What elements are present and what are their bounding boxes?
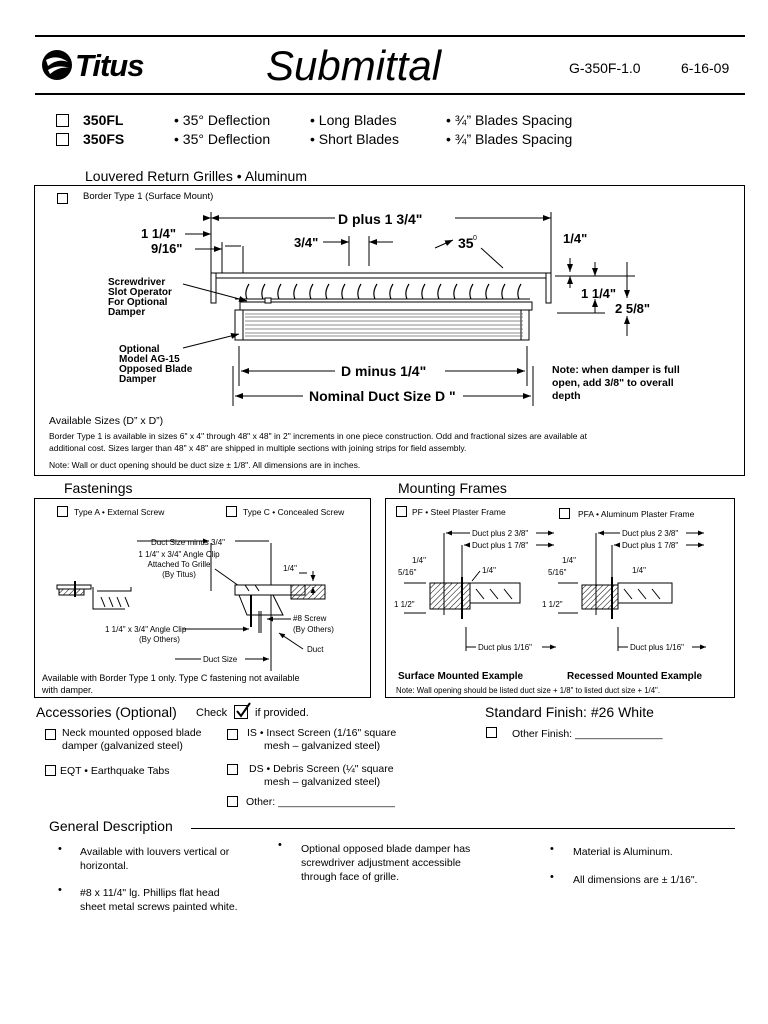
dim-d-plus: D plus 1 3/4" — [338, 211, 423, 227]
bullet-icon: • — [550, 871, 554, 883]
mounting-note: Note: Wall opening should be listed duct size + 1/8" to listed duct size + 1/4". — [396, 686, 660, 695]
checkbox-type-c[interactable] — [226, 506, 237, 517]
bullet-icon: • — [278, 839, 282, 851]
section-title: Louvered Return Grilles • Aluminum — [85, 168, 307, 184]
mounting-drawing — [386, 519, 734, 669]
label-quarter-b2: 1/4" — [632, 566, 646, 575]
dim-9-16: 9/16" — [151, 241, 183, 256]
bullet-icon: • — [550, 843, 554, 855]
checkbox-350fs[interactable] — [56, 133, 69, 146]
doc-number: G-350F-1.0 — [569, 60, 641, 76]
border-type-label: Border Type 1 (Surface Mount) — [83, 191, 214, 202]
model-code: 350FS — [83, 131, 125, 147]
label-one-half-b: 1 1/2" — [542, 600, 563, 609]
model-feature: • 35° Deflection — [174, 112, 271, 128]
note-line-3: depth — [552, 390, 581, 402]
model-feature: • ¾” Blades Spacing — [446, 131, 573, 147]
label-five16-b: 5/16" — [548, 568, 567, 577]
label-quarter-b1: 1/4" — [562, 556, 576, 565]
other-accessory-label: Other: ____________________ — [246, 796, 395, 808]
page-title: Submittal — [266, 42, 442, 89]
model-code: 350FL — [83, 112, 124, 128]
model-350fl — [56, 112, 616, 130]
general-item-2-line-2: sheet metal screws painted white. — [80, 901, 238, 913]
fastenings-panel — [34, 498, 371, 698]
dim-3-4: 3/4" — [294, 235, 319, 250]
general-item-2-line-1: #8 x 11/4" lg. Phillips flat head — [80, 887, 220, 899]
checkbox-is[interactable] — [227, 729, 238, 740]
label-plus-178-a: Duct plus 1 7/8" — [472, 541, 529, 550]
finish-title: Standard Finish: #26 White — [485, 704, 654, 720]
label-optional-1: Optional — [119, 344, 160, 355]
pf-label: PF • Steel Plaster Frame — [412, 507, 506, 517]
dim-2-5-8: 2 5/8" — [615, 301, 651, 316]
label-optional-2: Model AG-15 — [119, 354, 180, 365]
checkbox-other-accessory[interactable] — [227, 796, 238, 807]
label-clip-a-1: 1 1/4" x 3/4" Angle Clip — [138, 550, 220, 559]
sizes-note: Note: Wall or duct opening should be duct size ± 1/8". All dimensions are in inches. — [49, 460, 361, 470]
checkbox-other-finish[interactable] — [486, 727, 497, 738]
general-item-1-line-1: Available with louvers vertical or — [80, 846, 230, 858]
fastening-note-2: with damper. — [42, 685, 94, 695]
mounting-panel — [385, 498, 735, 698]
label-clip-b-2: (By Others) — [139, 635, 180, 644]
general-title: General Description — [49, 818, 173, 834]
type-c-label: Type C • Concealed Screw — [243, 507, 345, 517]
checkbox-neck-damper[interactable] — [45, 729, 56, 740]
label-screwdriver-2: Slot Operator — [108, 287, 172, 298]
other-finish-label: Other Finish: _______________ — [512, 728, 663, 740]
checkbox-type-a[interactable] — [57, 506, 68, 517]
eqt-label: EQT • Earthquake Tabs — [60, 765, 170, 777]
fastenings-title: Fastenings — [64, 480, 133, 496]
dim-angle-degree: 0 — [473, 235, 477, 242]
neck-damper-label-2: damper (galvanized steel) — [62, 740, 183, 752]
label-screwdriver-1: Screwdriver — [108, 277, 166, 288]
label-plus-116-a: Duct plus 1/16" — [478, 643, 532, 652]
label-plus-116-b: Duct plus 1/16" — [630, 643, 684, 652]
general-item-3-line-1: Optional opposed blade damper has — [301, 843, 471, 855]
sizes-title: Available Sizes (D” x D”) — [49, 415, 164, 427]
label-screwdriver-4: Damper — [108, 307, 146, 318]
is-label-2: mesh – galvanized steel) — [264, 740, 381, 752]
label-quarter: 1/4" — [283, 564, 297, 573]
fastening-note-1: Available with Border Type 1 only. Type C fastening not available — [42, 673, 300, 683]
check-example-box — [234, 705, 248, 719]
model-feature: • ¾” Blades Spacing — [446, 112, 573, 128]
ds-label-2: mesh – galvanized steel) — [264, 776, 381, 788]
label-clip-a-3: (By Titus) — [162, 570, 196, 579]
general-item-3-line-2: screwdriver adjustment accessible — [301, 857, 461, 869]
checkbox-pf[interactable] — [396, 506, 407, 517]
main-drawing-panel — [34, 185, 745, 476]
dim-d-minus: D minus 1/4" — [341, 363, 427, 379]
brand-name: Titus — [75, 48, 144, 83]
label-duct-minus: Duct Size minus 3/4" — [151, 538, 225, 547]
header-top-rule — [35, 35, 745, 37]
label-five16-a: 5/16" — [398, 568, 417, 577]
note-line-1: Note: when damper is full — [552, 364, 680, 376]
label-quarter-a2: 1/4" — [482, 566, 496, 575]
dim-1-1-4: 1 1/4" — [141, 226, 177, 241]
label-screw-2: (By Others) — [293, 625, 334, 634]
if-provided-label: if provided. — [255, 707, 309, 719]
label-optional-4: Damper — [119, 374, 157, 385]
label-clip-b-1: 1 1/4" x 3/4" Angle Clip — [105, 625, 187, 634]
bullet-icon: • — [58, 843, 62, 855]
surface-example-label: Surface Mounted Example — [398, 671, 524, 682]
label-plus-178-b: Duct plus 1 7/8" — [622, 541, 679, 550]
general-item-4: Material is Aluminum. — [573, 846, 673, 858]
dim-angle: 35 — [458, 235, 474, 251]
label-duct: Duct — [307, 645, 324, 654]
label-screw-1: #8 Screw — [293, 614, 327, 623]
model-feature: • Short Blades — [310, 131, 399, 147]
model-350fs — [56, 131, 616, 149]
dim-1-4: 1/4" — [563, 231, 588, 246]
type-a-label: Type A • External Screw — [74, 507, 165, 517]
neck-damper-label-1: Neck mounted opposed blade — [62, 727, 202, 739]
recessed-example-label: Recessed Mounted Example — [567, 671, 703, 682]
checkbox-ds[interactable] — [227, 764, 238, 775]
label-clip-a-2: Attached To Grille — [147, 560, 211, 569]
pfa-label: PFA • Aluminum Plaster Frame — [578, 509, 695, 519]
checkmark-icon — [235, 702, 251, 718]
general-item-3-line-3: through face of grille. — [301, 871, 400, 883]
mounting-title: Mounting Frames — [398, 480, 507, 496]
label-quarter-a1: 1/4" — [412, 556, 426, 565]
general-title-rule — [191, 828, 735, 829]
check-label: Check — [196, 707, 228, 719]
accessories-title: Accessories (Optional) — [36, 704, 177, 720]
sizes-text-2: additional cost. Sizes larger than 48" x 48" are shipped in multiple sections with joining strips for field assembly. — [49, 443, 467, 453]
label-optional-3: Opposed Blade — [119, 364, 193, 375]
header-bottom-rule — [35, 93, 745, 95]
dim-nominal: Nominal Duct Size D " — [309, 388, 456, 404]
model-feature: • 35° Deflection — [174, 131, 271, 147]
dim-1-1-4-right: 1 1/4" — [581, 286, 617, 301]
fastening-drawing — [35, 521, 370, 691]
checkbox-eqt[interactable] — [45, 765, 56, 776]
label-plus-238-b: Duct plus 2 3/8" — [622, 529, 679, 538]
label-duct-size: Duct Size — [203, 655, 238, 664]
bullet-icon: • — [58, 884, 62, 896]
label-one-half-a: 1 1/2" — [394, 600, 415, 609]
doc-date: 6-16-09 — [681, 60, 730, 76]
checkbox-350fl[interactable] — [56, 114, 69, 127]
is-label-1: IS • Insect Screen (1/16" square — [247, 727, 397, 739]
sizes-text-1: Border Type 1 is available in sizes 6" x 4" through 48" x 48" in 2" increments in one piece construction. Odd and fractional sizes are available at — [49, 431, 587, 441]
general-item-5: All dimensions are ± 1/16". — [573, 874, 698, 886]
grille-section-drawing — [35, 186, 744, 416]
label-screwdriver-3: For Optional — [108, 297, 168, 308]
ds-label-1: DS • Debris Screen (¼" square — [249, 763, 394, 775]
checkbox-pfa[interactable] — [559, 508, 570, 519]
note-line-2: open, add 3/8" to overall — [552, 377, 674, 389]
titus-logo — [40, 46, 165, 84]
model-feature: • Long Blades — [310, 112, 397, 128]
general-item-1-line-2: horizontal. — [80, 860, 129, 872]
label-plus-238-a: Duct plus 2 3/8" — [472, 529, 529, 538]
